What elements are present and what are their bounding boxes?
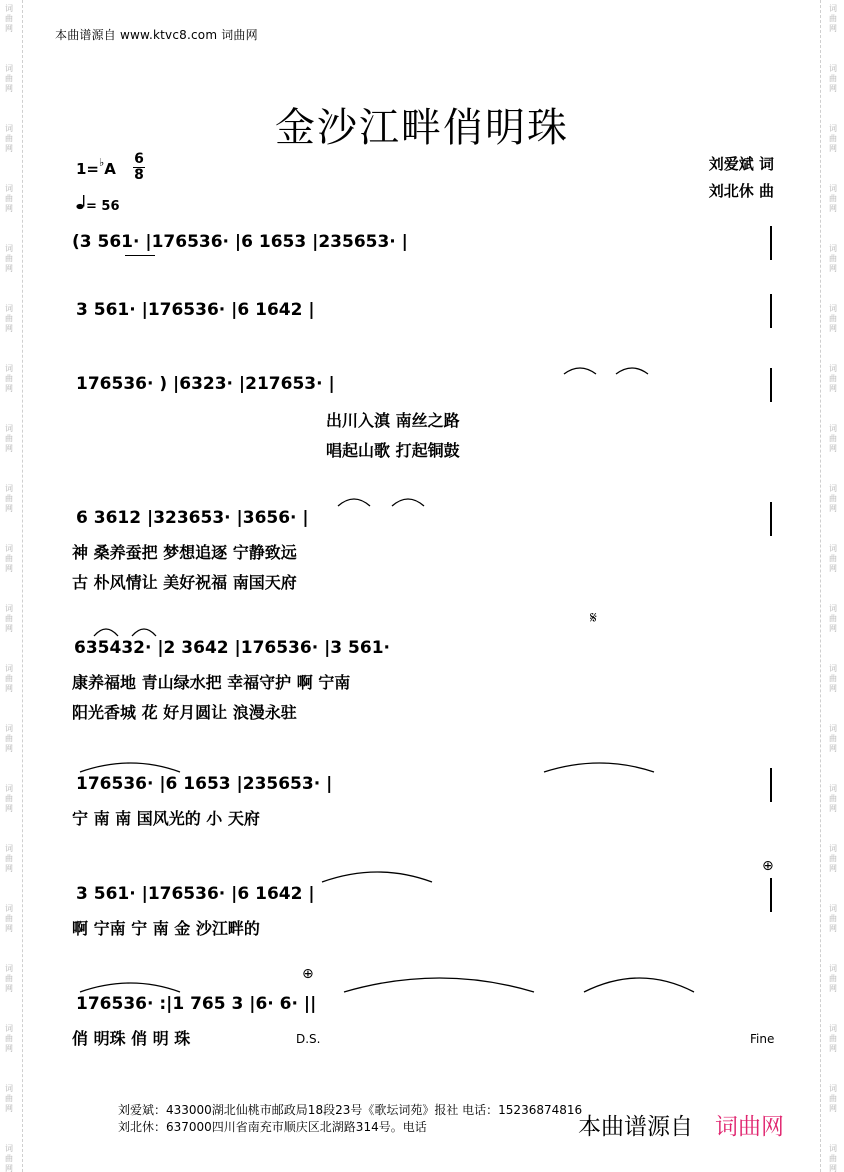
page-edge-line-right: [820, 0, 821, 1172]
watermark-char: 网: [829, 984, 837, 993]
watermark-char: 网: [5, 384, 13, 393]
watermark-char: 网: [5, 504, 13, 513]
watermark-char: 词: [829, 364, 837, 373]
tempo-marking: [76, 194, 120, 214]
watermark-group: [2, 840, 16, 900]
watermark-char: 词: [829, 544, 837, 553]
watermark-char: 词: [5, 544, 13, 553]
watermark-char: 词: [5, 484, 13, 493]
watermark-char: 曲: [5, 1094, 13, 1103]
watermark-group: [2, 1080, 16, 1140]
watermark-char: 曲: [829, 1094, 837, 1103]
watermark-char: 网: [829, 1044, 837, 1053]
watermark-char: 词: [5, 244, 13, 253]
watermark-group: [826, 1080, 840, 1140]
watermark-char: 词: [5, 964, 13, 973]
watermark-char: 曲: [5, 614, 13, 623]
watermark-char: 词: [829, 964, 837, 973]
watermark-char: 词: [829, 1024, 837, 1033]
footer-contact-1: 刘爱斌：433000湖北仙桃市邮政局18段23号《歌坛词苑》报社 电话：15236874816: [118, 1103, 583, 1117]
watermark-char: 词: [5, 664, 13, 673]
beam-underline: [125, 255, 155, 256]
footer-contact-2: 刘北休：637000四川省南充市顺庆区北湖路314号。电话: [118, 1120, 427, 1134]
watermark-group: [2, 0, 16, 60]
notation-line: 176536· :|1 765 3 |6· 6· ||: [76, 994, 317, 1014]
watermark-char: 词: [829, 424, 837, 433]
watermark-group: [826, 240, 840, 300]
watermark-group: [2, 240, 16, 300]
watermark-char: 词: [829, 484, 837, 493]
lyric-verse-1: 出川入滇 南丝之路: [326, 411, 460, 430]
watermark-char: 网: [829, 204, 837, 213]
watermark-char: 曲: [5, 494, 13, 503]
watermark-char: 网: [5, 1044, 13, 1053]
watermark-char: 曲: [829, 554, 837, 563]
watermark-char: 曲: [5, 554, 13, 563]
watermark-char: 网: [5, 984, 13, 993]
watermark-char: 网: [5, 924, 13, 933]
slur: [330, 492, 440, 508]
watermark-char: 网: [829, 264, 837, 273]
watermark-group: [826, 480, 840, 540]
watermark-char: 曲: [829, 434, 837, 443]
watermark-group: [2, 360, 16, 420]
barline: [770, 502, 772, 536]
watermark-char: 曲: [5, 194, 13, 203]
watermark-char: 曲: [5, 14, 13, 23]
watermark-char: 网: [829, 624, 837, 633]
watermark-char: 词: [5, 304, 13, 313]
notation-line: 176536· |6 1653 |235653· |: [76, 774, 333, 794]
watermark-char: 曲: [5, 374, 13, 383]
watermark-char: 曲: [5, 674, 13, 683]
watermark-group: [2, 600, 16, 660]
watermark-char: 网: [829, 744, 837, 753]
watermark-char: 词: [5, 844, 13, 853]
slur: [580, 970, 700, 994]
watermark-char: 曲: [5, 1034, 13, 1043]
watermark-char: 曲: [829, 1154, 837, 1163]
watermark-char: 曲: [5, 794, 13, 803]
watermark-char: 曲: [829, 254, 837, 263]
watermark-char: 曲: [829, 494, 837, 503]
watermark-char: 网: [5, 144, 13, 153]
watermark-char: 曲: [829, 134, 837, 143]
watermark-char: 词: [829, 304, 837, 313]
brand-logo-text: 词曲网: [715, 1114, 784, 1140]
watermark-char: 网: [5, 324, 13, 333]
watermark-group: [826, 0, 840, 60]
watermark-group: [826, 540, 840, 600]
watermark-char: 网: [5, 744, 13, 753]
watermark-char: 词: [829, 784, 837, 793]
lyric-verse-1: 啊 宁南 宁 南 金 沙江畔的: [72, 919, 260, 938]
tempo-value: = 56: [86, 199, 120, 214]
lyric-verse-1: 康养福地 青山绿水把 幸福守护 啊 宁南: [72, 673, 351, 692]
watermark-char: 词: [829, 64, 837, 73]
watermark-group: [826, 780, 840, 840]
notation-line: 635432· |2 3642 |176536· |3 561·: [74, 638, 390, 658]
watermark-char: 曲: [829, 194, 837, 203]
watermark-char: 词: [5, 784, 13, 793]
slur: [560, 362, 660, 376]
watermark-group: [826, 720, 840, 780]
slur: [340, 970, 540, 994]
key-prefix: 1=: [76, 160, 100, 178]
watermark-group: [826, 420, 840, 480]
watermark-char: 网: [5, 204, 13, 213]
watermark-char: 曲: [829, 674, 837, 683]
watermark-char: 词: [829, 244, 837, 253]
watermark-char: 网: [829, 504, 837, 513]
slur: [76, 756, 186, 774]
watermark-char: 网: [5, 684, 13, 693]
watermark-char: 词: [829, 1144, 837, 1153]
watermark-char: 词: [829, 1084, 837, 1093]
watermark-group: [2, 780, 16, 840]
notation-line: 6 3612 |323653· |3656· |: [76, 508, 309, 528]
watermark-char: 词: [5, 1144, 13, 1153]
watermark-char: 词: [829, 604, 837, 613]
lyricist-credit: 刘爱斌 词: [708, 155, 774, 173]
lyric-verse-2: 古 朴风情让 美好祝福 南国天府: [72, 573, 297, 592]
watermark-char: 曲: [829, 374, 837, 383]
watermark-char: 曲: [829, 314, 837, 323]
watermark-char: 词: [829, 664, 837, 673]
watermark-char: 词: [829, 184, 837, 193]
watermark-group: [826, 180, 840, 240]
watermark-char: 曲: [5, 134, 13, 143]
watermark-char: 网: [5, 1164, 13, 1172]
watermark-char: 词: [5, 1024, 13, 1033]
watermark-char: 词: [5, 424, 13, 433]
watermark-char: 网: [829, 324, 837, 333]
lyric-verse-2: 唱起山歌 打起铜鼓: [326, 441, 460, 460]
watermark-char: 网: [829, 564, 837, 573]
lyric-verse-1: 宁 南 南 国风光的 小 天府: [72, 809, 260, 828]
meter-denominator: 8: [134, 167, 144, 183]
slur: [318, 864, 438, 884]
key-note: A: [104, 160, 116, 178]
watermark-group: [2, 720, 16, 780]
watermark-group: [2, 180, 16, 240]
coda-sign: ⊕: [762, 858, 774, 874]
watermark-char: 曲: [5, 854, 13, 863]
meter-numerator: 6: [134, 151, 144, 167]
lyric-verse-1: 神 桑养蚕把 梦想追逐 宁静致远: [72, 543, 297, 562]
watermark-char: 曲: [829, 794, 837, 803]
watermark-char: 曲: [829, 14, 837, 23]
composer-credit: 刘北休 曲: [708, 182, 774, 200]
watermark-char: 词: [829, 124, 837, 133]
watermark-char: 网: [5, 444, 13, 453]
watermark-char: 词: [5, 724, 13, 733]
watermark-group: [2, 540, 16, 600]
page-title: 金沙江畔俏明珠: [275, 105, 569, 151]
watermark-char: 词: [5, 364, 13, 373]
watermark-char: 网: [5, 264, 13, 273]
watermark-char: 词: [5, 1084, 13, 1093]
lyric-verse-1: 俏 明珠 俏 明 珠: [72, 1029, 191, 1048]
watermark-char: 曲: [5, 1154, 13, 1163]
watermark-char: 网: [5, 804, 13, 813]
watermark-char: 曲: [829, 854, 837, 863]
watermark-char: 网: [829, 144, 837, 153]
watermark-group: [2, 1140, 16, 1172]
watermark-char: 网: [5, 564, 13, 573]
watermark-char: 网: [829, 864, 837, 873]
watermark-char: 词: [829, 844, 837, 853]
watermark-char: 曲: [5, 314, 13, 323]
watermark-group: [826, 300, 840, 360]
watermark-char: 网: [829, 84, 837, 93]
flat-sign: ♭: [99, 156, 105, 169]
watermark-group: [826, 600, 840, 660]
watermark-char: 曲: [5, 974, 13, 983]
watermark-char: 网: [829, 1164, 837, 1172]
watermark-char: 曲: [5, 914, 13, 923]
barline: [770, 294, 772, 328]
watermark-char: 网: [829, 384, 837, 393]
lyric-verse-2: 阳光香城 花 好月圆让 浪漫永驻: [72, 703, 297, 722]
watermark-char: 网: [5, 624, 13, 633]
watermark-char: 词: [5, 604, 13, 613]
watermark-left: [2, 0, 16, 1172]
barline: [770, 226, 772, 260]
watermark-char: 词: [5, 124, 13, 133]
key-signature: [76, 158, 116, 178]
time-signature: [133, 152, 145, 183]
watermark-group: [2, 300, 16, 360]
watermark-group: [2, 960, 16, 1020]
watermark-group: [2, 660, 16, 720]
watermark-char: 网: [829, 1104, 837, 1113]
notation-line: (3 561· |176536· |6 1653 |235653· |: [72, 232, 408, 252]
quarter-note-icon: [76, 194, 86, 210]
watermark-char: 曲: [829, 614, 837, 623]
watermark-group: [826, 900, 840, 960]
watermark-group: [2, 900, 16, 960]
watermark-char: 网: [829, 444, 837, 453]
notation-line: 3 561· |176536· |6 1642 |: [76, 884, 315, 904]
slur: [540, 756, 660, 774]
fine-marking: Fine: [750, 1032, 775, 1046]
source-line: 本曲谱源自 www.ktvc8.com 词曲网: [55, 28, 258, 42]
barline: [770, 878, 772, 912]
slur: [88, 622, 168, 638]
notation-line: 176536· ) |6323· |217653· |: [76, 374, 335, 394]
watermark-char: 词: [829, 724, 837, 733]
barline: [770, 368, 772, 402]
watermark-group: [2, 1020, 16, 1080]
watermark-char: 曲: [829, 914, 837, 923]
coda-sign: ⊕: [302, 966, 314, 982]
page-edge-line-left: [22, 0, 23, 1172]
watermark-char: 词: [5, 184, 13, 193]
watermark-char: 词: [5, 4, 13, 13]
watermark-group: [826, 840, 840, 900]
watermark-char: 网: [829, 804, 837, 813]
watermark-char: 网: [5, 24, 13, 33]
watermark-char: 词: [5, 64, 13, 73]
watermark-group: [826, 660, 840, 720]
watermark-group: [826, 960, 840, 1020]
watermark-char: 曲: [829, 1034, 837, 1043]
watermark-group: [826, 1140, 840, 1172]
watermark-char: 曲: [5, 734, 13, 743]
watermark-char: 词: [829, 4, 837, 13]
watermark-char: 网: [5, 864, 13, 873]
watermark-char: 词: [829, 904, 837, 913]
watermark-char: 曲: [5, 74, 13, 83]
barline: [770, 768, 772, 802]
watermark-char: 网: [5, 1104, 13, 1113]
watermark-char: 曲: [829, 734, 837, 743]
watermark-char: 曲: [5, 434, 13, 443]
watermark-char: 曲: [5, 254, 13, 263]
watermark-char: 网: [829, 24, 837, 33]
segno-sign: 𝄋: [590, 608, 597, 627]
watermark-char: 网: [829, 684, 837, 693]
watermark-right: [826, 0, 840, 1172]
watermark-group: [826, 1020, 840, 1080]
watermark-group: [2, 480, 16, 540]
watermark-char: 网: [829, 924, 837, 933]
watermark-char: 词: [5, 904, 13, 913]
watermark-char: 曲: [829, 974, 837, 983]
watermark-group: [826, 360, 840, 420]
notation-line: 3 561· |176536· |6 1642 |: [76, 300, 315, 320]
watermark-char: 曲: [829, 74, 837, 83]
brand-text: 本曲谱源自: [578, 1114, 693, 1140]
slur: [76, 976, 186, 994]
watermark-group: [2, 420, 16, 480]
watermark-char: 网: [5, 84, 13, 93]
ds-marking: D.S.: [296, 1032, 321, 1046]
